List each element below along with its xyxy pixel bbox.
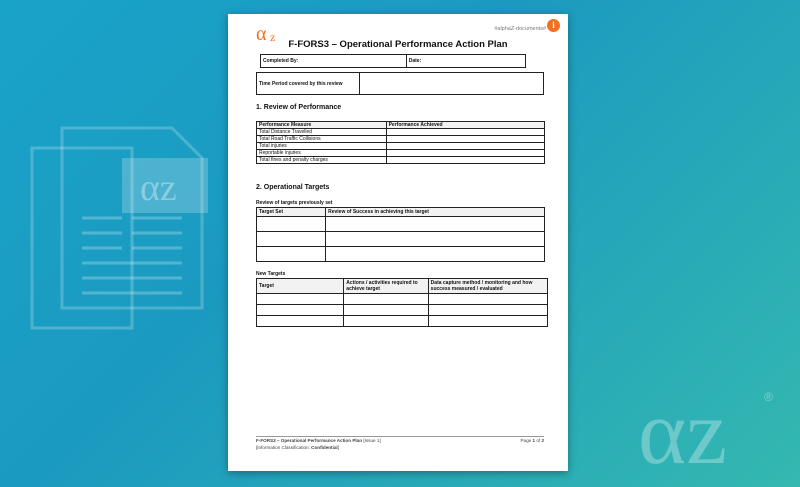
footer-doc-name: F-FORS3 – Operational Performance Action Plan — [256, 438, 363, 443]
table-header: Performance Achieved — [386, 122, 544, 129]
page-number — [520, 438, 544, 443]
table-cell: Total fines and penalty charges — [257, 157, 387, 164]
document-page — [228, 14, 568, 471]
completed-by-field[interactable]: Completed By: — [261, 55, 407, 68]
table-cell[interactable] — [257, 316, 344, 327]
table-cell[interactable] — [428, 294, 547, 305]
svg-text:αz: αz — [140, 167, 177, 209]
footer-classification-label: [Information Classification: — [256, 444, 310, 450]
new-targets-subheading: New Targets — [256, 271, 286, 277]
table-cell[interactable] — [344, 305, 428, 316]
review-table — [256, 207, 545, 262]
document-icon — [22, 118, 212, 338]
table-header: Review of Success in achieving this target — [326, 208, 545, 217]
completed-by-table — [260, 54, 526, 68]
time-period-field[interactable] — [360, 73, 544, 95]
new-targets-table — [256, 278, 548, 327]
table-header: Performance Measure — [257, 122, 387, 129]
section2-heading: 2. Operational Targets — [256, 184, 330, 191]
info-icon[interactable]: i — [547, 19, 560, 32]
table-cell: Reportable injuries — [257, 150, 387, 157]
page-current: 1 — [532, 438, 536, 443]
table-cell[interactable] — [257, 305, 344, 316]
time-period-label: Time Period covered by this review — [257, 73, 360, 95]
table-header: Target — [257, 279, 344, 294]
table-cell[interactable] — [344, 316, 428, 327]
table-row — [257, 305, 548, 316]
table-cell[interactable] — [257, 294, 344, 305]
table-cell[interactable] — [386, 136, 544, 143]
review-subheading: Review of targets previously set — [256, 200, 333, 206]
table-header: Data capture method / monitoring and how success measured / evaluated — [428, 279, 547, 294]
table-cell[interactable] — [428, 305, 547, 316]
performance-table — [256, 121, 545, 164]
table-cell[interactable] — [386, 143, 544, 150]
table-cell[interactable] — [344, 294, 428, 305]
table-cell[interactable] — [386, 157, 544, 164]
table-header: Actions / activities required to achieve target — [344, 279, 428, 294]
page-total: 2 — [541, 438, 544, 443]
svg-text:αz: αz — [638, 383, 728, 473]
table-row — [257, 157, 545, 164]
table-row — [257, 232, 545, 247]
time-period-table — [256, 72, 544, 95]
date-field[interactable]: Date: — [406, 55, 525, 68]
footer-issue: [Issue 1] — [363, 438, 381, 443]
table-cell[interactable] — [257, 247, 326, 262]
table-cell[interactable] — [326, 232, 545, 247]
table-cell[interactable] — [386, 129, 544, 136]
svg-text:α: α — [256, 23, 267, 44]
footer-classification-end: ] — [337, 444, 339, 450]
svg-text:®: ® — [764, 390, 773, 404]
table-cell[interactable] — [326, 247, 545, 262]
table-cell[interactable] — [257, 217, 326, 232]
table-header: Target Set — [257, 208, 326, 217]
page-title: F-FORS3 – Operational Performance Action Plan — [288, 39, 508, 50]
table-row — [257, 316, 548, 327]
table-cell[interactable] — [257, 232, 326, 247]
table-cell[interactable] — [326, 217, 545, 232]
table-cell: Total injuries — [257, 143, 387, 150]
table-row — [257, 143, 545, 150]
section1-heading: 1. Review of Performance — [256, 104, 342, 111]
table-row — [257, 294, 548, 305]
document-tag: #alphaZ-documents# — [494, 26, 546, 32]
table-row — [257, 136, 545, 143]
table-row — [257, 247, 545, 262]
footer-left — [256, 438, 381, 451]
svg-text:z: z — [270, 30, 276, 44]
footer-divider — [256, 436, 544, 437]
table-row — [257, 217, 545, 232]
page-of: of — [536, 438, 541, 443]
table-cell[interactable] — [386, 150, 544, 157]
table-row — [257, 129, 545, 136]
alphaz-watermark-logo — [638, 383, 778, 473]
footer-classification-value: Confidential — [311, 444, 338, 450]
table-cell: Total Distance Travelled — [257, 129, 387, 136]
table-cell: Total Road Traffic Collisions — [257, 136, 387, 143]
page-label: Page — [520, 438, 532, 443]
table-cell[interactable] — [428, 316, 547, 327]
table-row — [257, 150, 545, 157]
